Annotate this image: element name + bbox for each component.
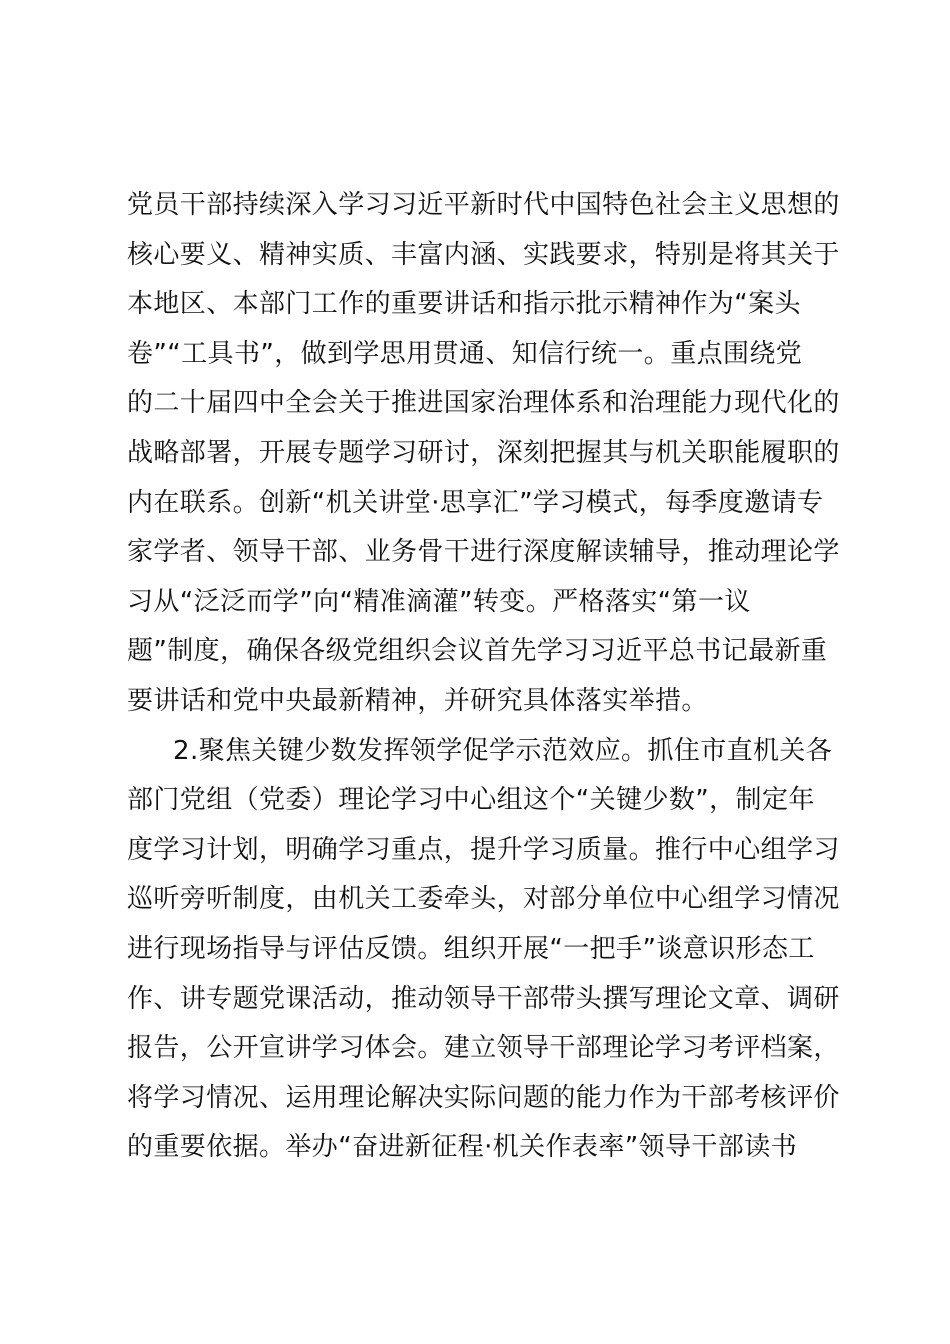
- text-line: 战略部署，开展专题学习研讨，深刻把握其与机关职能履职的: [127, 437, 840, 468]
- text-line: 习从“泛泛而学”向“精准滴灌”转变。严格落实“第一议: [127, 586, 751, 617]
- text-line: 党员干部持续深入学习习近平新时代中国特色社会主义思想的: [127, 190, 840, 220]
- text-line: 核心要义、精神实质、丰富内涵、实践要求，特别是将其关于: [127, 239, 840, 270]
- paragraph-2: [127, 727, 840, 1173]
- paragraph-1: [127, 181, 840, 727]
- text-line: 的二十届四中全会关于推进国家治理体系和治理能力现代化的: [127, 388, 840, 419]
- text-line: 进行现场指导与评估反馈。组织开展“一把手”谈意识形态工: [127, 933, 815, 964]
- document-body: [127, 181, 840, 1173]
- text-line: 题”制度，确保各级党组织会议首先学习习近平总书记最新重: [127, 636, 828, 667]
- text-line: 部门党组（党委）理论学习中心组这个“关键少数”，制定年: [127, 785, 815, 816]
- text-line: 本地区、本部门工作的重要讲话和指示批示精神作为“案头: [127, 289, 801, 320]
- text-line: 报告，公开宣讲学习体会。建立领导干部理论学习考评档案，: [127, 1033, 840, 1064]
- text-line: 度学习计划，明确学习重点，提升学习质量。推行中心组学习: [127, 834, 840, 865]
- paragraph-heading-line: 2.聚焦关键少数发挥领学促学示范效应。抓住市直机关各: [173, 735, 833, 766]
- text-line: 巡听旁听制度，由机关工委牵头，对部分单位中心组学习情况: [127, 884, 840, 915]
- text-line: 的重要依据。举办“奋进新征程·机关作表率”领导干部读书: [127, 1132, 798, 1163]
- text-line: 内在联系。创新“机关讲堂·思享汇”学习模式，每季度邀请专: [127, 487, 824, 518]
- text-line: 作、讲专题党课活动，推动领导干部带头撰写理论文章、调研: [127, 983, 840, 1014]
- text-line: 卷”“工具书”，做到学思用贯通、知信行统一。重点围绕党: [127, 338, 803, 369]
- text-line: 将学习情况、运用理论解决实际问题的能力作为干部考核评价: [127, 1082, 840, 1113]
- text-line: 家学者、领导干部、业务骨干进行深度解读辅导，推动理论学: [127, 537, 840, 568]
- text-line: 要讲话和党中央最新精神，并研究具体落实举措。: [127, 685, 708, 716]
